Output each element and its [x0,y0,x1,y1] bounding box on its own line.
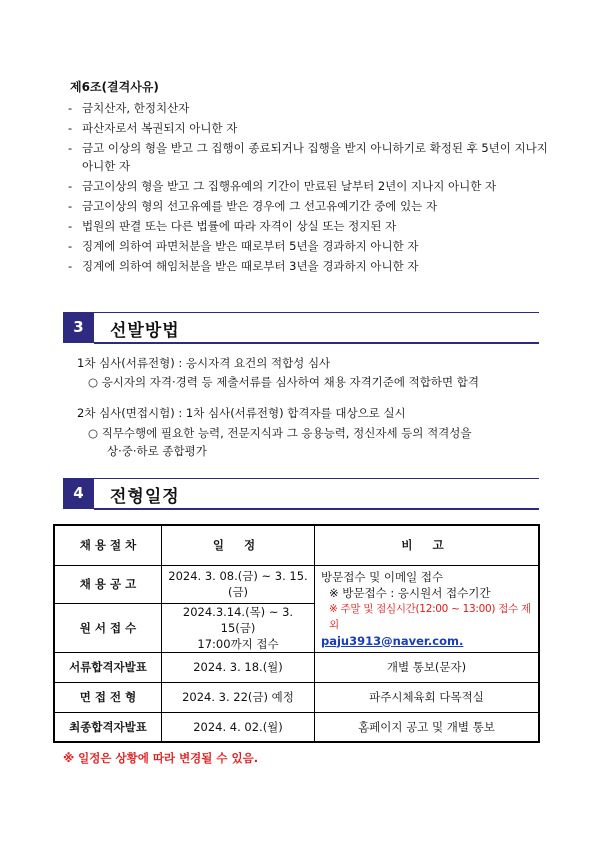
stage1-title: 1차 심사(서류전형) : 응시자격 요건의 적합성 심사 [77,356,331,370]
step-cell: 채 용 공 고 [54,565,162,603]
divider [94,478,539,479]
divider [94,508,539,510]
remark-line: ※ 방문접수 : 응시원서 접수기간 [329,585,491,600]
schedule-change-notice: ※ 일정은 상황에 따라 변경될 수 있음. [63,751,259,765]
remarks-cell: 파주시체육회 다목적실 [315,682,540,712]
schedule-table [53,524,540,743]
date-cell: 2024. 3. 22(금) 예정 [162,682,315,712]
section-title: 전형일정 [110,487,180,507]
list-item: - 징계에 의하여 해임처분을 받은 때로부터 3년을 경과하지 아니한 자 [68,259,419,273]
list-item: - 금치산자, 한정치산자 [68,101,190,115]
header-date: 일 정 [162,525,315,565]
list-item: - 징계에 의하여 파면처분을 받은 때로부터 5년을 경과하지 아니한 자 [68,239,419,253]
table-row [54,565,539,603]
stage2-detail-cont: 상·중·하로 종합평가 [107,444,207,458]
step-cell: 최종합격자발표 [54,712,162,742]
date-cell [162,603,315,652]
table-row [54,652,539,682]
section-number-badge: 3 [63,312,94,343]
remark-line: 방문접수 및 이메일 접수 [321,569,444,584]
disqualification-list [68,99,548,277]
date-cell: 2024. 3. 08.(금) ~ 3. 15.(금) [162,565,315,603]
date-cell: 2024. 3. 18.(월) [162,652,315,682]
list-item: - 파산자로서 복권되지 아니한 자 [68,121,238,135]
divider [94,312,539,313]
list-item: - 금고이상의 형을 받고 그 집행유예의 기간이 만료된 날부터 2년이 지나지 아니한 자 [68,179,497,193]
step-cell: 원 서 접 수 [54,603,162,652]
email-link[interactable]: paju3913@naver.com. [321,633,464,648]
remarks-cell: 개별 통보(문자) [315,652,540,682]
stage1-detail: ○ 응시자의 자격·경력 등 제출서류를 심사하여 채용 자격기준에 적합하면 합격 [88,375,479,389]
section-4-header [63,478,539,510]
header-step: 채 용 절 차 [54,525,162,565]
table-header-row [54,525,539,565]
step-cell: 서류합격자발표 [54,652,162,682]
table-row [54,682,539,712]
header-remarks: 비 고 [315,525,540,565]
date-cell: 2024. 4. 02.(월) [162,712,315,742]
section-3-header [63,312,539,344]
section-title: 선발방법 [110,321,180,341]
remarks-cell: 홈페이지 공고 및 개별 통보 [315,712,540,742]
divider [94,342,539,344]
list-item: - 금고 이상의 형을 받고 그 집행이 종료되거나 집행을 받지 아니하기로 확정된 후 5년이 지나지 아니한 자 [68,141,548,173]
step-cell: 면 접 전 형 [54,682,162,712]
remark-warning: ※ 주말 및 점심시간(12:00 ~ 13:00) 접수 제외 [329,602,531,631]
date-line: 2024.3.14.(목) ~ 3. 15(금) [182,604,294,635]
list-item: - 법원의 판결 또는 다른 법률에 따라 자격이 상실 또는 정지된 자 [68,219,397,233]
article-title: 제6조(결격사유) [70,80,159,94]
table-row [54,712,539,742]
list-item: - 금고이상의 형의 선고유예를 받은 경우에 그 선고유예기간 중에 있는 자 [68,199,438,213]
stage2-detail: ○ 직무수행에 필요한 능력, 전문지식과 그 응용능력, 정신자세 등의 적격성을 [88,426,472,440]
section-number-badge: 4 [63,478,94,509]
remarks-cell [315,565,540,652]
date-line: 17:00까지 접수 [197,636,279,651]
stage2-title: 2차 심사(면접시험) : 1차 심사(서류전형) 합격자를 대상으로 실시 [77,406,406,420]
